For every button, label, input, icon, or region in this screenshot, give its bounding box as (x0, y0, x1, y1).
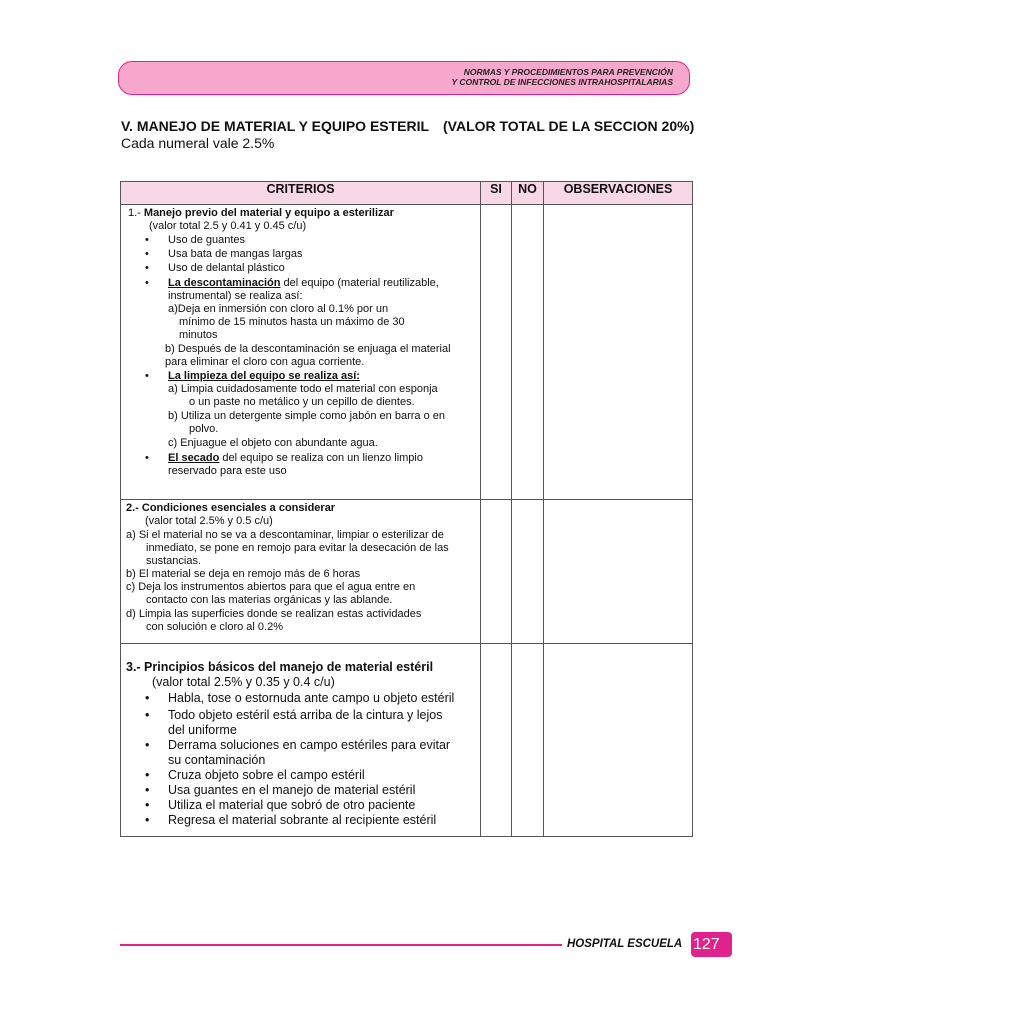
table-row (121, 644, 693, 837)
s3-item: Derrama soluciones en campo estériles para evitar (168, 738, 451, 752)
table-row (121, 500, 693, 644)
criteria-table (120, 181, 693, 837)
bullet-icon: • (145, 234, 149, 246)
bullet-icon: • (145, 798, 150, 812)
s1-text: b) Después de la descontaminación se enjuaga el material (165, 343, 451, 355)
s2-text: sustancias. (146, 555, 202, 567)
s1-title: Manejo previo del material y equipo a esterilizar (143, 207, 394, 219)
s1-text: a)Deja en inmersión con cloro al 0.1% por un (168, 303, 389, 315)
bullet-icon: • (145, 452, 149, 464)
table-header-row (121, 182, 693, 205)
s2-title: 2.- Condiciones esenciales a considerar (126, 502, 336, 514)
s3-item: Habla, tose o estornuda ante campo u objeto estéril (168, 691, 455, 705)
no-cell[interactable] (512, 500, 544, 644)
descontaminacion-text: del equipo (material reutilizable, (280, 277, 439, 289)
observaciones-cell[interactable] (544, 644, 693, 837)
s1-text: c) Enjuague el objeto con abundante agua. (168, 437, 378, 449)
s2-text: c) Deja los instrumentos abiertos para que el agua entre en (126, 581, 416, 593)
s2-text: con solución e cloro al 0.2% (146, 621, 283, 633)
s1-item: Uso de delantal plástico (168, 262, 285, 274)
s3-item: Utiliza el material que sobró de otro paciente (168, 798, 416, 812)
header-criterios: CRITERIOS (121, 182, 481, 205)
s1-title-line (128, 207, 394, 220)
s1-item-secado (168, 452, 423, 465)
s3-item: Regresa el material sobrante al recipiente estéril (168, 813, 437, 827)
bullet-icon: • (145, 738, 150, 752)
s2-text: a) Si el material no se va a descontaminar, limpiar o esterilizar de (126, 529, 444, 541)
s3-item: Todo objeto estéril está arriba de la cintura y lejos (168, 708, 443, 722)
bullet-icon: • (145, 277, 149, 289)
si-cell[interactable] (481, 500, 512, 644)
page-number: 127 (691, 932, 732, 957)
limpieza-label: La limpieza del equipo se realiza así: (168, 370, 360, 382)
s2-text: b) El material se deja en remojo más de 6 horas (126, 568, 361, 580)
bullet-icon: • (145, 783, 150, 797)
header-banner (118, 61, 690, 95)
s1-text: o un paste no metálico y un cepillo de dientes. (189, 396, 415, 408)
s1-item: Uso de guantes (168, 234, 246, 246)
no-cell[interactable] (512, 644, 544, 837)
criteria-cell-3 (121, 644, 481, 837)
bullet-icon: • (145, 813, 150, 827)
header-line-2: Y CONTROL DE INFECCIONES INTRAHOSPITALARIAS (451, 77, 673, 87)
header-si: SI (481, 182, 512, 205)
bullet-icon: • (145, 370, 149, 382)
s1-text: para eliminar el cloro con agua corriente. (165, 356, 365, 368)
s3-value: (valor total 2.5% y 0.35 y 0.4 c/u) (152, 675, 335, 689)
s1-text: b) Utiliza un detergente simple como jabón en barra o en (168, 410, 445, 422)
section-subtitle: Cada numeral vale 2.5% (121, 135, 275, 151)
section-value: (VALOR TOTAL DE LA SECCION 20%) (443, 118, 695, 134)
section-title: V. MANEJO DE MATERIAL Y EQUIPO ESTERIL (121, 118, 430, 134)
s1-text: polvo. (189, 423, 219, 435)
s2-value: (valor total 2.5% y 0.5 c/u) (145, 515, 273, 527)
secado-text: del equipo se realiza con un lienzo limpio (219, 452, 423, 464)
s2-text: contacto con las materias orgánicas y las ablande. (146, 594, 393, 606)
header-no: NO (512, 182, 544, 205)
s1-text: reservado para este uso (168, 465, 287, 477)
header-line-1: NORMAS Y PROCEDIMIENTOS PARA PREVENCIÓN (463, 67, 673, 77)
secado-label: El secado (168, 452, 220, 464)
footer-label: HOSPITAL ESCUELA (567, 938, 683, 950)
s1-number: 1.- (128, 207, 144, 219)
bullet-icon: • (145, 768, 150, 782)
s1-text: minutos (179, 329, 218, 341)
s3-item: Usa guantes en el manejo de material estéril (168, 783, 416, 797)
s1-value: (valor total 2.5 y 0.41 y 0.45 c/u) (149, 220, 307, 232)
table-row (121, 205, 693, 500)
bullet-icon: • (145, 691, 150, 705)
s1-text: mínimo de 15 minutos hasta un máximo de 30 (179, 316, 405, 328)
si-cell[interactable] (481, 205, 512, 500)
footer-divider (120, 944, 562, 946)
bullet-icon: • (145, 262, 149, 274)
s3-item: Cruza objeto sobre el campo estéril (168, 768, 365, 782)
criteria-cell-2 (121, 500, 481, 644)
si-cell[interactable] (481, 644, 512, 837)
header-observaciones: OBSERVACIONES (544, 182, 693, 205)
s3-item-cont: del uniforme (168, 723, 237, 737)
observaciones-cell[interactable] (544, 205, 693, 500)
observaciones-cell[interactable] (544, 500, 693, 644)
descontaminacion-label: La descontaminación (168, 277, 281, 289)
s1-item-descontaminacion (168, 277, 439, 290)
s3-title: 3.- Principios básicos del manejo de material estéril (126, 660, 434, 674)
s3-item-cont: su contaminación (168, 753, 266, 767)
criteria-cell-1 (121, 205, 481, 500)
s2-text: inmediato, se pone en remojo para evitar la desecación de las (146, 542, 449, 554)
s1-item: Usa bata de mangas largas (168, 248, 303, 260)
s2-text: d) Limpia las superficies donde se realizan estas actividades (126, 608, 422, 620)
s1-text: instrumental) se realiza así: (168, 290, 303, 302)
no-cell[interactable] (512, 205, 544, 500)
bullet-icon: • (145, 708, 150, 722)
s1-text: a) Limpia cuidadosamente todo el material con esponja (168, 383, 438, 395)
bullet-icon: • (145, 248, 149, 260)
